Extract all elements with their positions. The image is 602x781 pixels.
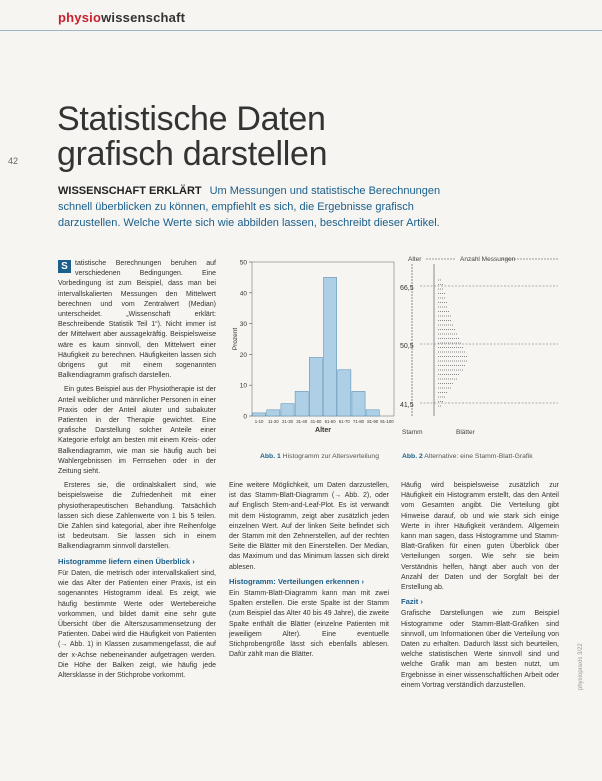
- subheading: Fazit ›: [401, 597, 423, 607]
- text-column-3: [401, 481, 559, 695]
- y-tick-label: 40: [239, 290, 247, 298]
- marked-value-2: 50,5: [400, 343, 414, 350]
- article-title: [57, 102, 477, 172]
- x-tick-label: 61-70: [338, 419, 350, 424]
- y-tick-label: 50: [239, 259, 247, 267]
- caption-text: Histogramm zur Altersverteilung: [282, 453, 379, 460]
- histogram-chart: [226, 250, 402, 446]
- paragraph: Häufig wird beispielsweise zusätzlich zur Häufigkeit ein Histogramm erstellt, das den Anteil vom Gesamten angibt. Die Verteilung gibt Hinweise darauf, ob und wie stark sich einige Werte in ihrer Häufigkeit verändern. Allgemein kann man sagen, dass Histogramme und Stamm-Blatt-Grafiken für einen guten Überblick über Verteilungen sorgen. Wie sehr sie beim Verständnis helfen, hängt aber auch von der Anzahl der Daten und der Sorgfalt bei der Erstellung ab.: [401, 482, 559, 592]
- caption-text: Alternative: eine Stamm-Blatt-Grafik: [424, 453, 533, 460]
- x-tick-label: 91-100: [380, 419, 394, 424]
- paragraph: Eine weitere Möglichkeit, um Daten darzustellen, ist das Stamm-Blatt-Diagramm (→ Abb. 2), oder auf Englisch Stem-and-Leaf-Plot. Es ist verwandt mit dem Histogramm, zeigt aber zusätzlich jeden einzelnen Wert. Auf der linken Seite befindet sich der Stamm mit den Zehnerstellen, auf der rechten Seite die Blätter mit den Einerstellen. Der Median, das Maximum und das Minimum lassen sich direkt ablesen.: [229, 482, 389, 571]
- brand-part-2: wissenschaft: [101, 10, 186, 25]
- paragraph: Ein Stamm-Blatt-Diagramm kann man mit zwei Spalten erstellen. Die erste Spalte ist der Stamm (zum Beispiel das Alter 40 bis 49 Jahre), die zweite Spalte enthält die Blätter (einzelne Patienten mit jeweiligem Alter). Eine eventuelle Stichprobengröße lässt sich ebenfalls ablesen. Dafür zählt man die Blätter.: [229, 590, 389, 659]
- paragraph: [58, 259, 216, 381]
- stem-label: Stamm: [402, 429, 423, 436]
- stem-leaf-label-anzahl: Anzahl Messungen: [460, 256, 516, 263]
- x-tick-label: 41-50: [310, 419, 322, 424]
- subheading: Histogramme liefern einen Überblick ›: [58, 556, 195, 566]
- figure-caption-2: [402, 452, 572, 461]
- x-tick-label: 1-10: [254, 419, 264, 424]
- histogram-bar: [309, 357, 322, 416]
- paragraph: Ein gutes Beispiel aus der Physiotherapie ist der Anteil weiblicher und männlicher Personen in einer Praxis oder der Anteil akuter und subakuter Patienten in der Therapie gewichtet. Eine grafische Darstellung solcher Anteile einer Kategorie erfolgt am besten mit einem Kreis- oder Balkendiagramm, wie man sie häufig auch bei Wahlergebnissen im Fernsehen oder in der Zeitung sieht.: [58, 386, 216, 476]
- histogram-bar: [352, 391, 365, 416]
- y-tick-label: 20: [239, 351, 247, 359]
- histogram-bar: [253, 413, 266, 416]
- y-axis-label: Prozent: [232, 327, 239, 351]
- x-tick-label: 81-90: [367, 419, 379, 424]
- x-tick-label: 31-40: [296, 419, 308, 424]
- marked-value-3: 41,5: [400, 402, 414, 409]
- paragraph: Ersteres sie, die ordinalskaliert sind, wie beispielsweise die Zufriedenheit mit einer physiotherapeutischen Behandlung. Tatsächlich lassen sich diese Zahlenwerte von 1 bis 5 teilen. Die Zahlen sind kategorial, aber ihre Reihenfolge ist bedeutsam. Sie lassen sich in einem Balkendiagramm sinnvoll darstellen.: [58, 482, 216, 551]
- x-tick-label: 21-30: [282, 419, 293, 424]
- y-tick-label: 10: [239, 382, 247, 390]
- caption-label: Abb. 1: [260, 453, 281, 460]
- y-tick-label: 0: [243, 413, 247, 421]
- x-tick-label: 11-20: [267, 419, 279, 424]
- side-footer: physiopraxis 3/22: [578, 643, 584, 690]
- histogram-bar: [295, 391, 308, 416]
- header-rule: [0, 30, 602, 31]
- histogram-bar: [338, 370, 351, 416]
- histogram-bar: [324, 277, 337, 416]
- plot-frame: [252, 262, 394, 416]
- paragraph: Für Daten, die metrisch oder intervallskaliert sind, wie das Alter der Patienten einer Praxis, ist ein sogenanntes Histogramm ideal. Es zeigt, wie häufig bestimmte Werte oder Wertebereiche vorkommen, und bildet damit eine sehr gute Übersicht über die Alterszusammensetzung der Patienten. Dabei wird die Häufigkeit von Patienten (→ Abb. 1) in Klassen zusammengefasst, die auf der x-Achse nebeneinander aufgetragen werden. Die Höhe der Balken zeigt, wie häufig jede Altersklasse in der Stichprobe vorkommt.: [58, 569, 216, 679]
- page-number: 42: [8, 156, 19, 166]
- brand-logo: [58, 10, 185, 25]
- brand-part-1: physio: [58, 10, 102, 25]
- paragraph-text: tatistische Berechnungen beruhen auf verschiedenen Bedingungen. Eine Vorbedingung ist zum Beispiel, dass man bei intervallskalierten Messungen den Mittelwert berechnen und vom Zentralwert (Median) unterscheidet. „Wissenschaft erklärt: Beschreibende Statistik Teil 1“). Nicht immer ist der Mittelwert aber aussagekräftig. Beispielsweise wäre es kaum sinnvoll, den Mittelwert einer Häufigkeit zu berechnen. Häufigkeiten lassen sich übrigens gut mit einem sogenannten Balkendiagramm grafisch darstellen.: [58, 260, 216, 380]
- histogram-bar: [366, 410, 379, 416]
- figure-caption-1: [260, 452, 410, 461]
- text-column-2: [229, 481, 389, 664]
- text-column-1: [58, 259, 216, 685]
- x-tick-label: 51-60: [324, 419, 336, 424]
- x-tick-label: 71-80: [353, 419, 364, 424]
- leaf-label: Blätter: [456, 429, 475, 436]
- caption-label: Abb. 2: [402, 453, 423, 460]
- histogram-bar: [281, 404, 294, 416]
- section-kicker: WISSENSCHAFT ERKLÄRT: [58, 185, 202, 197]
- marked-value-1: 66,5: [400, 285, 414, 292]
- leaf-rows: [420, 280, 558, 406]
- x-axis-label: Alter: [315, 427, 331, 434]
- y-tick-label: 30: [239, 321, 247, 329]
- subheading: Histogramm: Verteilungen erkennen ›: [229, 576, 365, 586]
- paragraph: Grafische Darstellungen wie zum Beispiel Histogramme oder Stamm-Blatt-Grafiken sind sinnvoll, um Informationen über die Verteilung von Daten zu erhalten. Dadurch lässt sich beurteilen, welche statistischen Werte sinnvoll sind und welche Grafik man am besten nutzt, um Ergebnisse in einer wissenschaftlichen Arbeit oder einem Vortrag verständlich darzustellen.: [401, 610, 559, 689]
- title-line-1: Statistische Daten: [57, 100, 326, 138]
- histogram-bar: [267, 410, 280, 416]
- dropcap: S: [58, 260, 71, 273]
- intro-text: Um Messungen und statistische Berechnungen schnell überblicken zu können, empfiehlt es sich, die Ergebnisse grafisch darzustellen. Welche Werte sich wie abbilden lassen, beschreibt dieser Artikel.: [58, 185, 441, 229]
- stem-leaf-chart: [398, 250, 568, 446]
- title-line-2: grafisch darstellen: [57, 135, 328, 173]
- article-intro: [58, 183, 458, 231]
- stem-leaf-label-alter: Alter: [408, 256, 422, 263]
